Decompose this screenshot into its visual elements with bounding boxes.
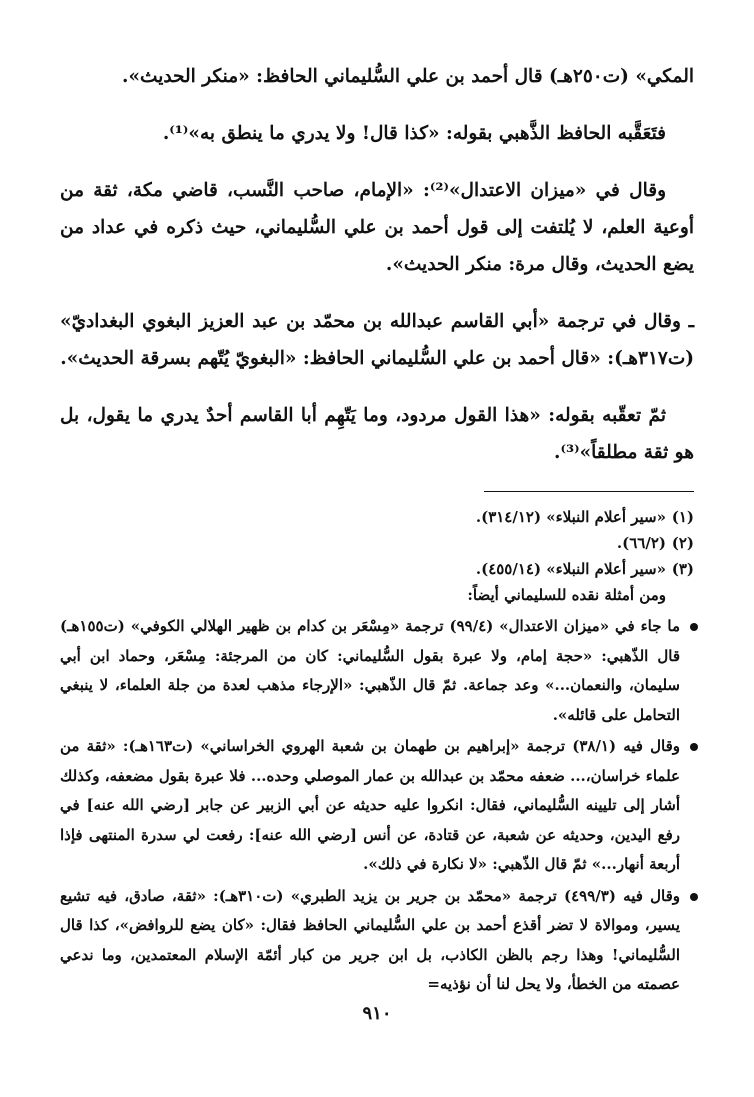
footnote-number: (٢) — [671, 534, 694, 552]
bullet-dot-icon — [690, 893, 698, 901]
page-content — [60, 58, 694, 1002]
main-text — [60, 58, 694, 471]
page-number: ٩١٠ — [362, 1003, 392, 1024]
footnote-item — [60, 556, 694, 582]
examples-list — [60, 612, 694, 1000]
footnote-separator — [484, 491, 694, 492]
example-item — [60, 732, 694, 880]
paragraph-1: المكي» (ت٢٥٠هـ) قال أحمد بن علي السُّليماني الحافظ: «منكر الحديث». — [122, 66, 694, 87]
footnote-item — [60, 504, 694, 530]
example-text: وقال فيه (٣٨/١) ترجمة «إبراهيم بن طهمان بن شعبة الهروي الخراساني» (ت١٦٣هـ): «ثقة من علماء خراسان،... ضعفه محمّد بن عبدالله بن عمار الموصلي وحده... فلا عبرة بقول مضعفه، وكذلك أشار إلى تليينه السُّليماني، فقال: انكروا عليه حديثه عن أبي الزبير عن جابر [رضي الله عنه] في رفع اليدين، وحديثه عن شعبة، عن قتادة، عن أنس [رضي الله عنه]: رفعت لي سدرة المنتهى فإذا أربعة أنهار...» ثمّ قال الذّهبي: «لا نكارة في ذلك». — [60, 737, 680, 873]
example-text: وقال فيه (٤٩٩/٣) ترجمة «محمّد بن جرير بن يزيد الطبري» (ت٣١٠هـ): «ثقة، صادق، فيه تشيع يسير، وموالاة لا تضر أقذع أحمد بن علي السُّليماني الحافظ فقال: «كان يضع للروافض»، كذا قال السُّليماني! وهذا رجم بالظن الكاذب، بل ابن جرير من كبار أئمّة الإسلام المعتمدين، وما ندعي عصمته من الخطأ، ولا يحل لنا أن نؤذيه= — [60, 886, 680, 993]
paragraph-2: فتَعَقَّبه الحافظ الذَّهبي بقوله: «كذا قال! ولا يدري ما ينطق به»⁽¹⁾. — [162, 123, 666, 144]
footnote-number: (١) — [671, 508, 694, 526]
bullet-dot-icon — [690, 743, 698, 751]
bullet-dot-icon — [690, 623, 698, 631]
footnotes — [60, 504, 694, 608]
footnote-text: «سير أعلام النبلاء» (٤٥٥/١٤). — [475, 560, 666, 578]
example-text: ما جاء في «ميزان الاعتدال» (٩٩/٤) ترجمة «مِسْعَر بن كدام بن ظهير الهلالي الكوفي» (ت١٥٥هـ) قال الذّهبي: «حجة إمام، ولا عبرة بقول السُّليماني: كان من المرجئة: مِسْعَر، وحماد ابن أبي سليمان، والنعمان...» وعد جماعة. ثمّ قال الذّهبي: «الإرجاء مذهب لعدة من جلة العلماء، لا ينبغي التحامل على قائله». — [60, 617, 680, 724]
examples-intro: ومن أمثلة نقده للسليماني أيضاً: — [467, 586, 666, 604]
paragraph-3: وقال في «ميزان الاعتدال»⁽²⁾: «الإمام، صاحب النَّسب، قاضي مكة، ثقة من أوعية العلم، لا يُلتفت إلى قول أحمد بن علي السُّليماني، حيث ذكره في عداد من يضع الحديث، وقال مرة: منكر الحديث». — [60, 180, 694, 275]
footnote-text: «سير أعلام النبلاء» (٣١٤/١٢). — [475, 508, 666, 526]
footnote-number: (٣) — [671, 560, 694, 578]
example-item — [60, 612, 694, 730]
paragraph-5: ثمّ تعقّبه بقوله: «هذا القول مردود، وما يَتّهِم أبا القاسم أحدٌ يدري ما يقول، بل هو ثقة مطلقاً»⁽³⁾. — [60, 405, 694, 463]
footnote-text: (٦٦/٢). — [616, 534, 666, 552]
footnote-item — [60, 530, 694, 556]
example-item — [60, 882, 694, 1000]
paragraph-4: ـ وقال في ترجمة «أبي القاسم عبدالله بن محمّد بن عبد العزيز البغوي البغداديّ» (ت٣١٧هـ): «قال أحمد بن علي السُّليماني الحافظ: «البغويّ يُتّهم بسرقة الحديث». — [60, 311, 694, 369]
